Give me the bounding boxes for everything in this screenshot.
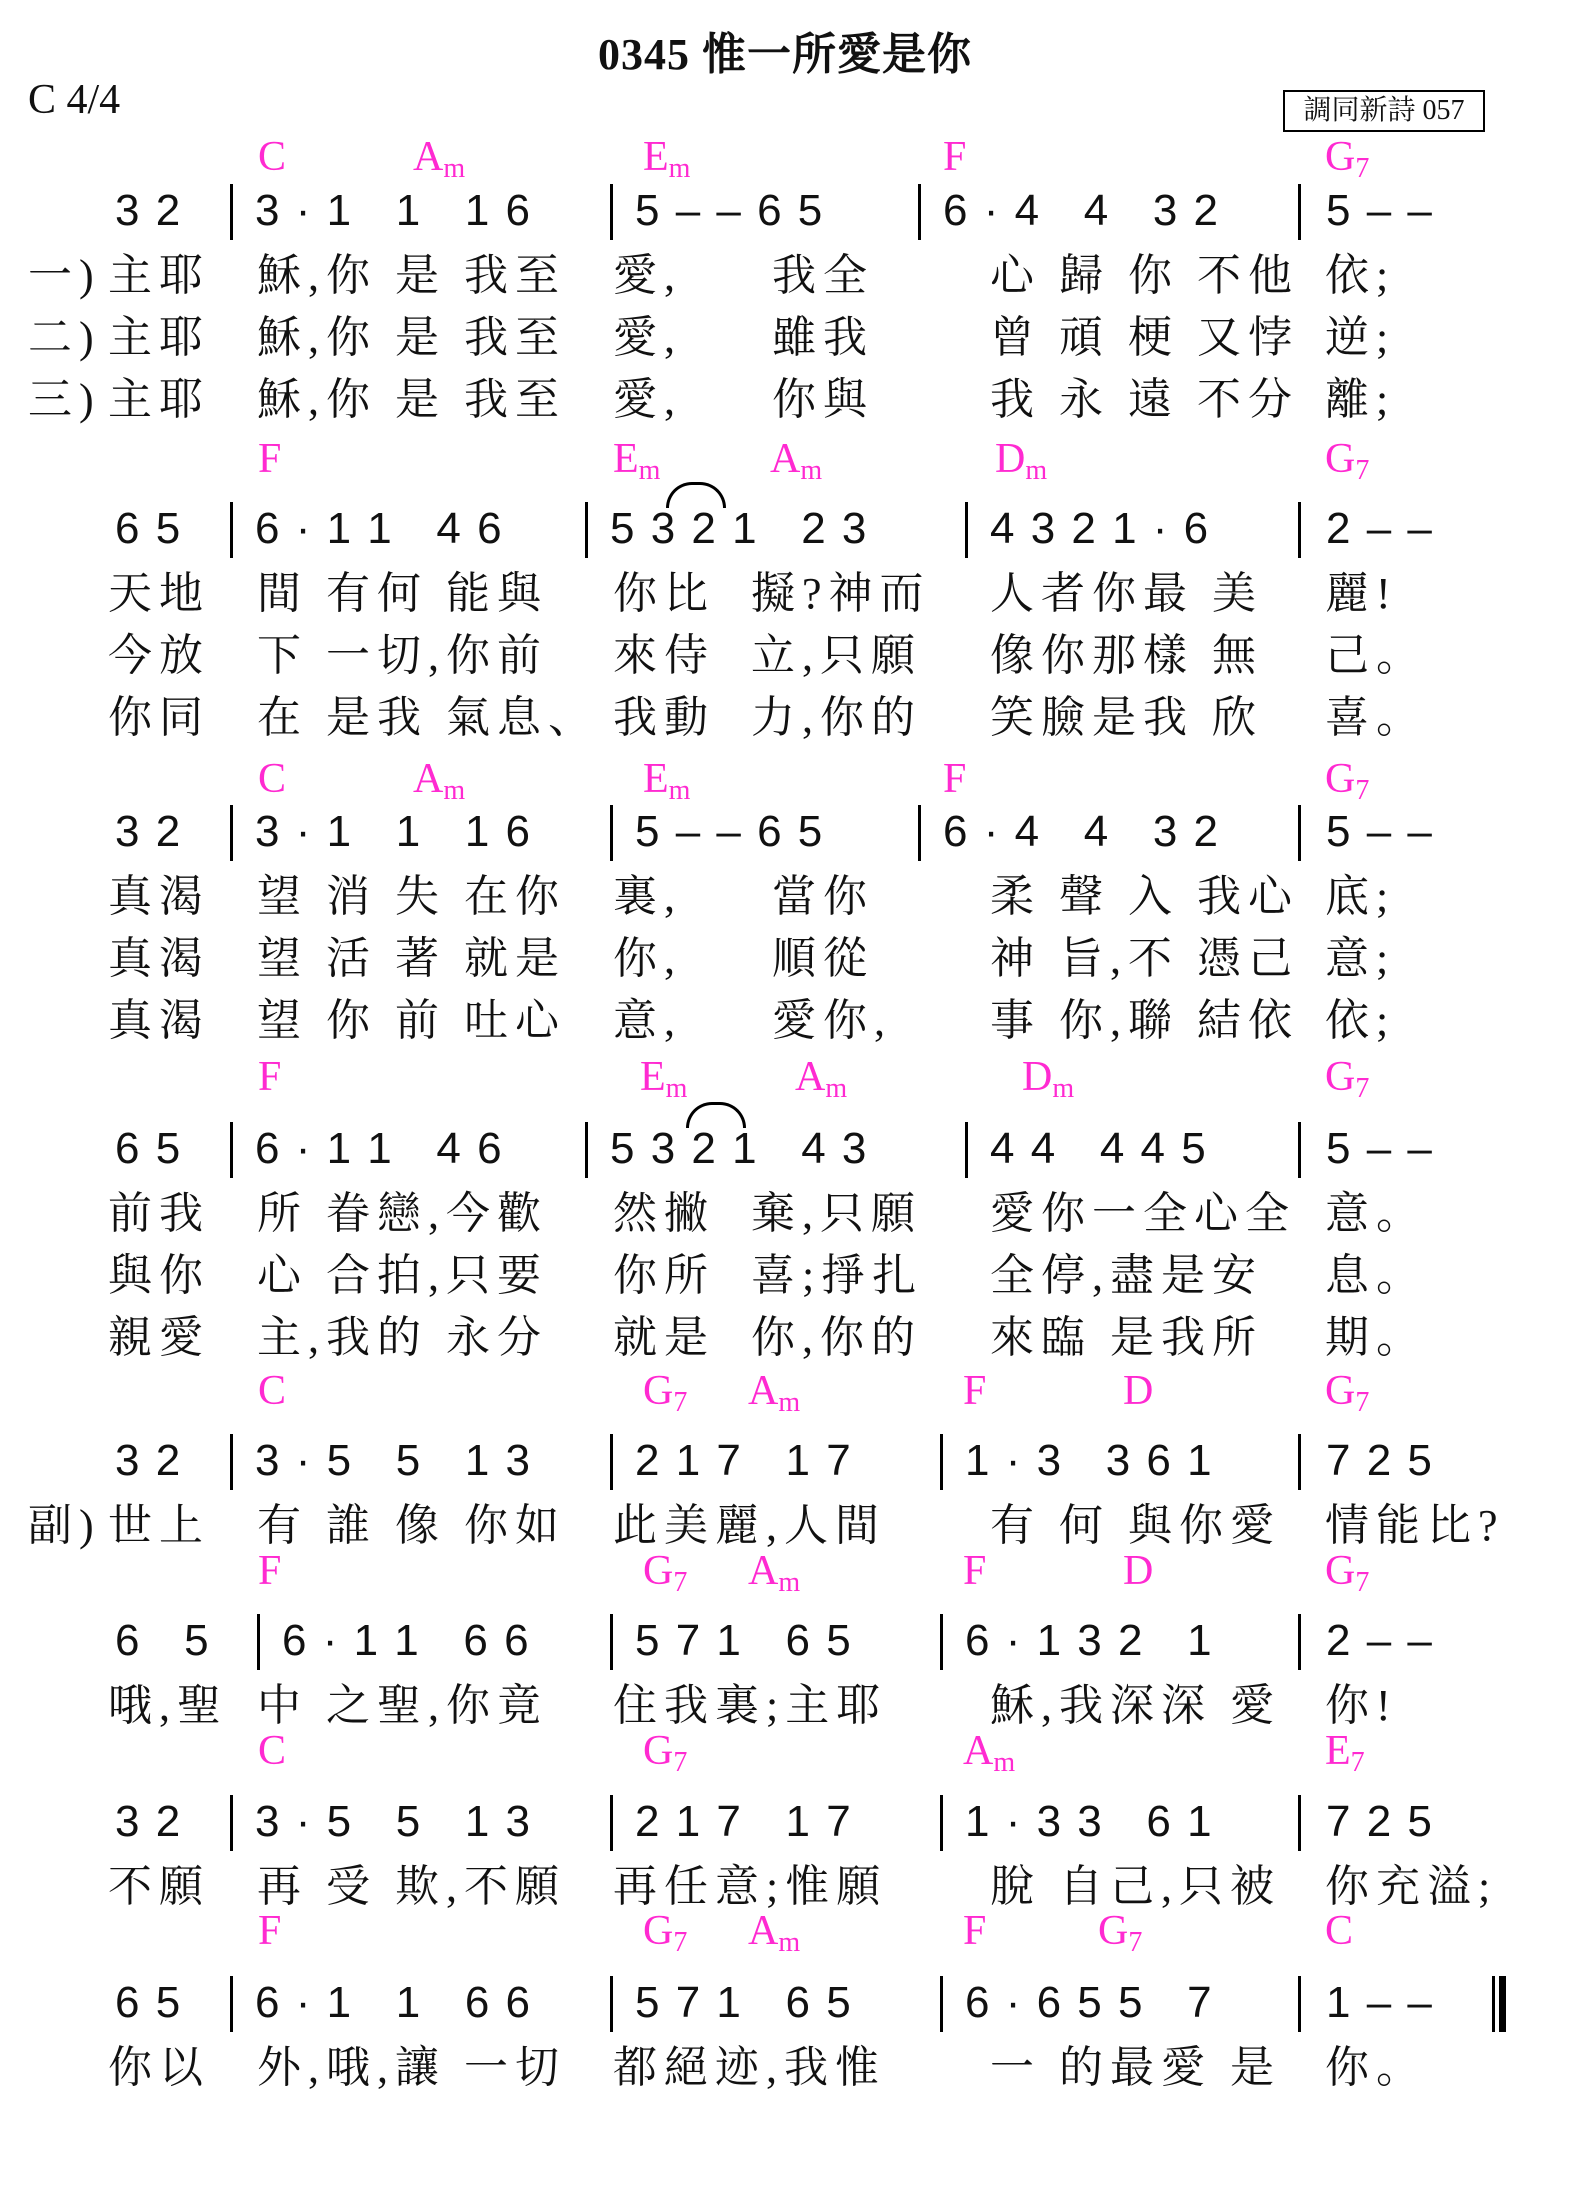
lyric-segment: 就是 你,你的 <box>613 1313 922 1362</box>
lyric-segment: 所 眷戀,今歡 <box>257 1189 548 1238</box>
chord-symbol: D <box>1123 1548 1154 1594</box>
lyric-segment: 真渴 <box>108 934 210 983</box>
lyric-segment: 意; <box>1325 934 1396 983</box>
chord-symbol: $G_7$ <box>1098 1908 1143 1958</box>
verse-marker: 一) <box>28 251 101 300</box>
verse-marker: 三) <box>28 375 101 424</box>
measure: 3 2 <box>115 807 183 856</box>
measure: 5 3 2 1 4 3 <box>610 1124 869 1173</box>
chord-symbol: $G_7$ <box>1325 1368 1370 1418</box>
measure: 5 7 1 6 5 <box>635 1978 853 2027</box>
chord-symbol: $G_7$ <box>643 1368 688 1418</box>
lyric-segment: 親愛 <box>108 1313 210 1362</box>
lyric-segment: 你! <box>1325 1681 1398 1730</box>
lyric-segment: 離; <box>1325 375 1396 424</box>
bar-line <box>1298 502 1301 558</box>
lyric-segment: 穌,你 是 我至 <box>257 313 566 362</box>
measure: 1 · 3 3 6 1 <box>965 1436 1214 1485</box>
lyric-segment: 你所 喜;掙扎 <box>613 1251 924 1300</box>
lyric-segment: 然撇 棄,只願 <box>613 1189 922 1238</box>
verse-marker: 二) <box>28 313 101 362</box>
lyric-segment: 真渴 <box>108 996 210 1045</box>
chord-symbol: $A_m$ <box>770 436 823 486</box>
lyric-segment: 前我 <box>108 1189 210 1238</box>
lyric-segment: 人者你最 美 <box>990 569 1263 618</box>
chord-symbol: $A_m$ <box>748 1548 801 1598</box>
lyric-segment: 再 受 欺,不願 <box>257 1862 566 1911</box>
measure: 6 5 <box>115 1978 183 2027</box>
lyric-segment: 住我裏;主耶 <box>613 1681 888 1730</box>
lyric-segment: 主耶 <box>108 375 210 424</box>
measure: 2 1 7 1 7 <box>635 1797 853 1846</box>
measure: 3 · 5 5 1 3 <box>255 1797 533 1846</box>
chord-symbol: $E_7$ <box>1325 1728 1365 1778</box>
measure: 5 3 2 1 2 3 <box>610 504 869 553</box>
bar-line <box>965 1122 968 1178</box>
notation-row <box>0 1120 1570 1180</box>
lyric-segment: 脫 自己,只被 <box>990 1862 1281 1911</box>
measure: 5 – – 6 5 <box>635 807 825 856</box>
lyric-segment: 穌,你 是 我至 <box>257 251 566 300</box>
slur <box>666 482 726 508</box>
lyric-segment: 喜。 <box>1325 693 1427 742</box>
lyric-segment: 事 你,聯 結依 <box>990 996 1299 1045</box>
chord-symbol: $A_m$ <box>748 1368 801 1418</box>
bar-line <box>965 502 968 558</box>
lyric-segment: 意。 <box>1325 1189 1427 1238</box>
lyric-segment: 天地 <box>108 569 210 618</box>
measure: 6 5 <box>115 1616 211 1665</box>
bar-line <box>610 1795 613 1851</box>
chord-symbol: F <box>963 1548 987 1594</box>
chord-symbol: F <box>963 1368 987 1414</box>
bar-line <box>230 1434 233 1490</box>
slur <box>686 1102 746 1128</box>
lyric-segment: 主耶 <box>108 251 210 300</box>
measure: 4 3 2 1 · 6 <box>990 504 1211 553</box>
chord-symbol: $A_m$ <box>748 1908 801 1958</box>
measure: 7 2 5 <box>1326 1436 1434 1485</box>
bar-line <box>1298 805 1301 861</box>
chord-symbol: F <box>258 436 282 482</box>
bar-line <box>940 1614 943 1670</box>
lyric-segment: 哦,聖 <box>108 1681 228 1730</box>
lyric-segment: 不願 <box>108 1862 210 1911</box>
chord-symbol: F <box>258 1054 282 1100</box>
chord-symbol: C <box>258 134 287 180</box>
notation-row <box>0 182 1570 242</box>
chord-symbol: C <box>258 1368 287 1414</box>
chord-symbol: $G_7$ <box>1325 134 1370 184</box>
key-signature: C 4/4 <box>28 77 121 123</box>
chord-symbol: $E_m$ <box>613 436 661 486</box>
lyric-segment: 穌,你 是 我至 <box>257 375 566 424</box>
bar-line <box>230 805 233 861</box>
measure: 6 · 4 4 3 2 <box>943 186 1221 235</box>
bar-line <box>1298 1434 1301 1490</box>
lyric-segment: 中 之聖,你竟 <box>257 1681 548 1730</box>
chord-symbol: $D_m$ <box>1022 1054 1075 1104</box>
measure: 6 · 1 1 4 6 <box>255 1124 504 1173</box>
notation-row <box>0 500 1570 560</box>
chord-symbol: $E_m$ <box>640 1054 688 1104</box>
lyric-segment: 此美麗,人間 <box>613 1501 886 1550</box>
lyric-segment: 間 有何 能與 <box>257 569 548 618</box>
lyric-segment: 主,我的 永分 <box>257 1313 548 1362</box>
measure: 6 · 1 3 2 1 <box>965 1616 1214 1665</box>
bar-line <box>610 184 613 240</box>
lyric-segment: 一 的最愛 是 <box>990 2043 1281 2092</box>
bar-line <box>610 805 613 861</box>
chord-symbol: $G_7$ <box>643 1728 688 1778</box>
chord-symbol: $D_m$ <box>995 436 1048 486</box>
lyric-segment: 來侍 立,只願 <box>613 631 922 680</box>
measure: 6 5 <box>115 1124 183 1173</box>
lyric-segment: 神 旨,不 憑己 <box>990 934 1299 983</box>
measure: 3 2 <box>115 1797 183 1846</box>
lyric-segment: 來臨 是我所 <box>990 1313 1263 1362</box>
measure: 1 · 3 3 6 1 <box>965 1797 1214 1846</box>
lyric-segment: 有 何 與你愛 <box>990 1501 1281 1550</box>
lyric-segment: 逆; <box>1325 313 1396 362</box>
lyric-segment: 裏, 當你 <box>613 872 874 921</box>
bar-line <box>230 1795 233 1851</box>
lyric-segment: 世上 <box>108 1501 210 1550</box>
chord-symbol: $E_m$ <box>643 756 691 806</box>
chord-symbol: C <box>1325 1908 1354 1954</box>
lyric-segment: 都絕迹,我惟 <box>613 2043 886 2092</box>
lyric-segment: 今放 <box>108 631 210 680</box>
lyric-segment: 你比 擬?神而 <box>613 569 931 618</box>
chord-symbol: F <box>258 1908 282 1954</box>
lyric-segment: 你以 <box>108 2043 210 2092</box>
lyric-segment: 主耶 <box>108 313 210 362</box>
measure: 3 2 <box>115 1436 183 1485</box>
lyric-segment: 我動 力,你的 <box>613 693 922 742</box>
measure: 2 1 7 1 7 <box>635 1436 853 1485</box>
lyric-segment: 期。 <box>1325 1313 1427 1362</box>
measure: 6 · 1 1 6 6 <box>255 1978 533 2027</box>
lyric-segment: 麗! <box>1325 569 1398 618</box>
lyric-segment: 望 你 前 吐心 <box>257 996 566 1045</box>
lyric-segment: 意, 愛你, <box>613 996 892 1045</box>
measure: 6 · 1 1 4 6 <box>255 504 504 553</box>
bar-line <box>940 1976 943 2032</box>
measure: 6 5 <box>115 504 183 553</box>
bar-line <box>1298 1795 1301 1851</box>
chord-symbol: $G_7$ <box>1325 436 1370 486</box>
bar-line <box>610 1614 613 1670</box>
lyric-segment: 有 誰 像 你如 <box>257 1501 566 1550</box>
tune-reference: 調同新詩 057 <box>1283 90 1485 132</box>
lyric-segment: 下 一切,你前 <box>257 631 548 680</box>
chord-symbol: $E_m$ <box>643 134 691 184</box>
measure: 5 – – <box>1326 1124 1434 1173</box>
chord-symbol: $G_7$ <box>1325 756 1370 806</box>
lyric-segment: 愛, 雖我 <box>613 313 874 362</box>
bar-line <box>610 1434 613 1490</box>
lyric-segment: 底; <box>1325 872 1396 921</box>
lyric-segment: 心 歸 你 不他 <box>990 251 1299 300</box>
chord-symbol: $G_7$ <box>1325 1054 1370 1104</box>
bar-line <box>257 1614 260 1670</box>
lyric-segment: 像你那樣 無 <box>990 631 1263 680</box>
measure: 3 2 <box>115 186 183 235</box>
verse-marker: 副) <box>28 1501 101 1550</box>
lyric-segment: 我 永 遠 不分 <box>990 375 1299 424</box>
lyric-segment: 你, 順從 <box>613 934 874 983</box>
chord-symbol: C <box>258 756 287 802</box>
lyric-segment: 柔 聲 入 我心 <box>990 872 1299 921</box>
lyric-segment: 己。 <box>1325 631 1427 680</box>
bar-line <box>940 1434 943 1490</box>
chord-symbol: $A_m$ <box>413 756 466 806</box>
measure: 7 2 5 <box>1326 1797 1434 1846</box>
measure: 6 · 1 1 6 6 <box>282 1616 531 1665</box>
lyric-segment: 你同 <box>108 693 210 742</box>
measure: 5 – – 6 5 <box>635 186 825 235</box>
chord-symbol: F <box>943 756 967 802</box>
measure: 2 – – <box>1326 504 1434 553</box>
chord-symbol: F <box>943 134 967 180</box>
lyric-segment: 你。 <box>1325 2043 1427 2092</box>
chord-symbol: $A_m$ <box>795 1054 848 1104</box>
bar-line <box>1298 1122 1301 1178</box>
bar-line <box>585 502 588 558</box>
chord-symbol: F <box>258 1548 282 1594</box>
lyric-segment: 愛, 我全 <box>613 251 874 300</box>
measure: 5 – – <box>1326 807 1434 856</box>
measure: 5 7 1 6 5 <box>635 1616 853 1665</box>
lyric-segment: 曾 頑 梗 又悖 <box>990 313 1299 362</box>
measure: 4 4 4 4 5 <box>990 1124 1208 1173</box>
lyric-segment: 愛, 你與 <box>613 375 874 424</box>
chord-symbol: $A_m$ <box>413 134 466 184</box>
lyric-segment: 笑臉是我 欣 <box>990 693 1263 742</box>
measure: 6 · 4 4 3 2 <box>943 807 1221 856</box>
bar-line <box>918 805 921 861</box>
lyric-segment: 與你 <box>108 1251 210 1300</box>
measure: 2 – – <box>1326 1616 1434 1665</box>
lyric-segment: 真渴 <box>108 872 210 921</box>
measure: 6 · 6 5 5 7 <box>965 1978 1214 2027</box>
lyric-segment: 情能比? <box>1325 1501 1505 1550</box>
bar-line <box>230 1122 233 1178</box>
bar-line <box>230 502 233 558</box>
bar-line <box>230 1976 233 2032</box>
lyric-segment: 外,哦,讓 一切 <box>257 2043 566 2092</box>
bar-line <box>610 1976 613 2032</box>
notation-row <box>0 1974 1570 2034</box>
bar-line <box>1298 1614 1301 1670</box>
measure: 3 · 1 1 1 6 <box>255 807 533 856</box>
lyric-segment: 你充溢; <box>1325 1862 1498 1911</box>
measure: 5 – – <box>1326 186 1434 235</box>
lyric-segment: 穌,我深深 愛 <box>990 1681 1281 1730</box>
chord-symbol: $A_m$ <box>963 1728 1016 1778</box>
page-title: 0345 惟一所愛是你 <box>598 30 972 79</box>
chord-symbol: D <box>1123 1368 1154 1414</box>
chord-symbol: F <box>963 1908 987 1954</box>
bar-line <box>940 1795 943 1851</box>
bar-line <box>918 184 921 240</box>
lyric-segment: 在 是我 氣息、 <box>257 693 599 742</box>
bar-line <box>585 1122 588 1178</box>
chord-symbol: $G_7$ <box>643 1908 688 1958</box>
measure: 3 · 1 1 1 6 <box>255 186 533 235</box>
lyric-segment: 全停,盡是安 <box>990 1251 1263 1300</box>
bar-line <box>1298 184 1301 240</box>
lyric-segment: 再任意;惟願 <box>613 1862 888 1911</box>
notation-row <box>0 1793 1570 1853</box>
notation-row <box>0 1432 1570 1492</box>
notation-row <box>0 803 1570 863</box>
measure: 1 – – <box>1326 1978 1434 2027</box>
bar-line <box>230 184 233 240</box>
lyric-segment: 息。 <box>1325 1251 1427 1300</box>
final-bar-line <box>1492 1976 1506 2032</box>
lyric-segment: 依; <box>1325 251 1396 300</box>
lyric-segment: 望 活 著 就是 <box>257 934 566 983</box>
notation-row <box>0 1612 1570 1672</box>
lyric-segment: 心 合拍,只要 <box>257 1251 548 1300</box>
lyric-segment: 望 消 失 在你 <box>257 872 566 921</box>
chord-symbol: C <box>258 1728 287 1774</box>
chord-symbol: $G_7$ <box>1325 1548 1370 1598</box>
lyric-segment: 依; <box>1325 996 1396 1045</box>
bar-line <box>1298 1976 1301 2032</box>
chord-symbol: $G_7$ <box>643 1548 688 1598</box>
lyric-segment: 愛你一全心全 <box>990 1189 1296 1238</box>
measure: 3 · 5 5 1 3 <box>255 1436 533 1485</box>
